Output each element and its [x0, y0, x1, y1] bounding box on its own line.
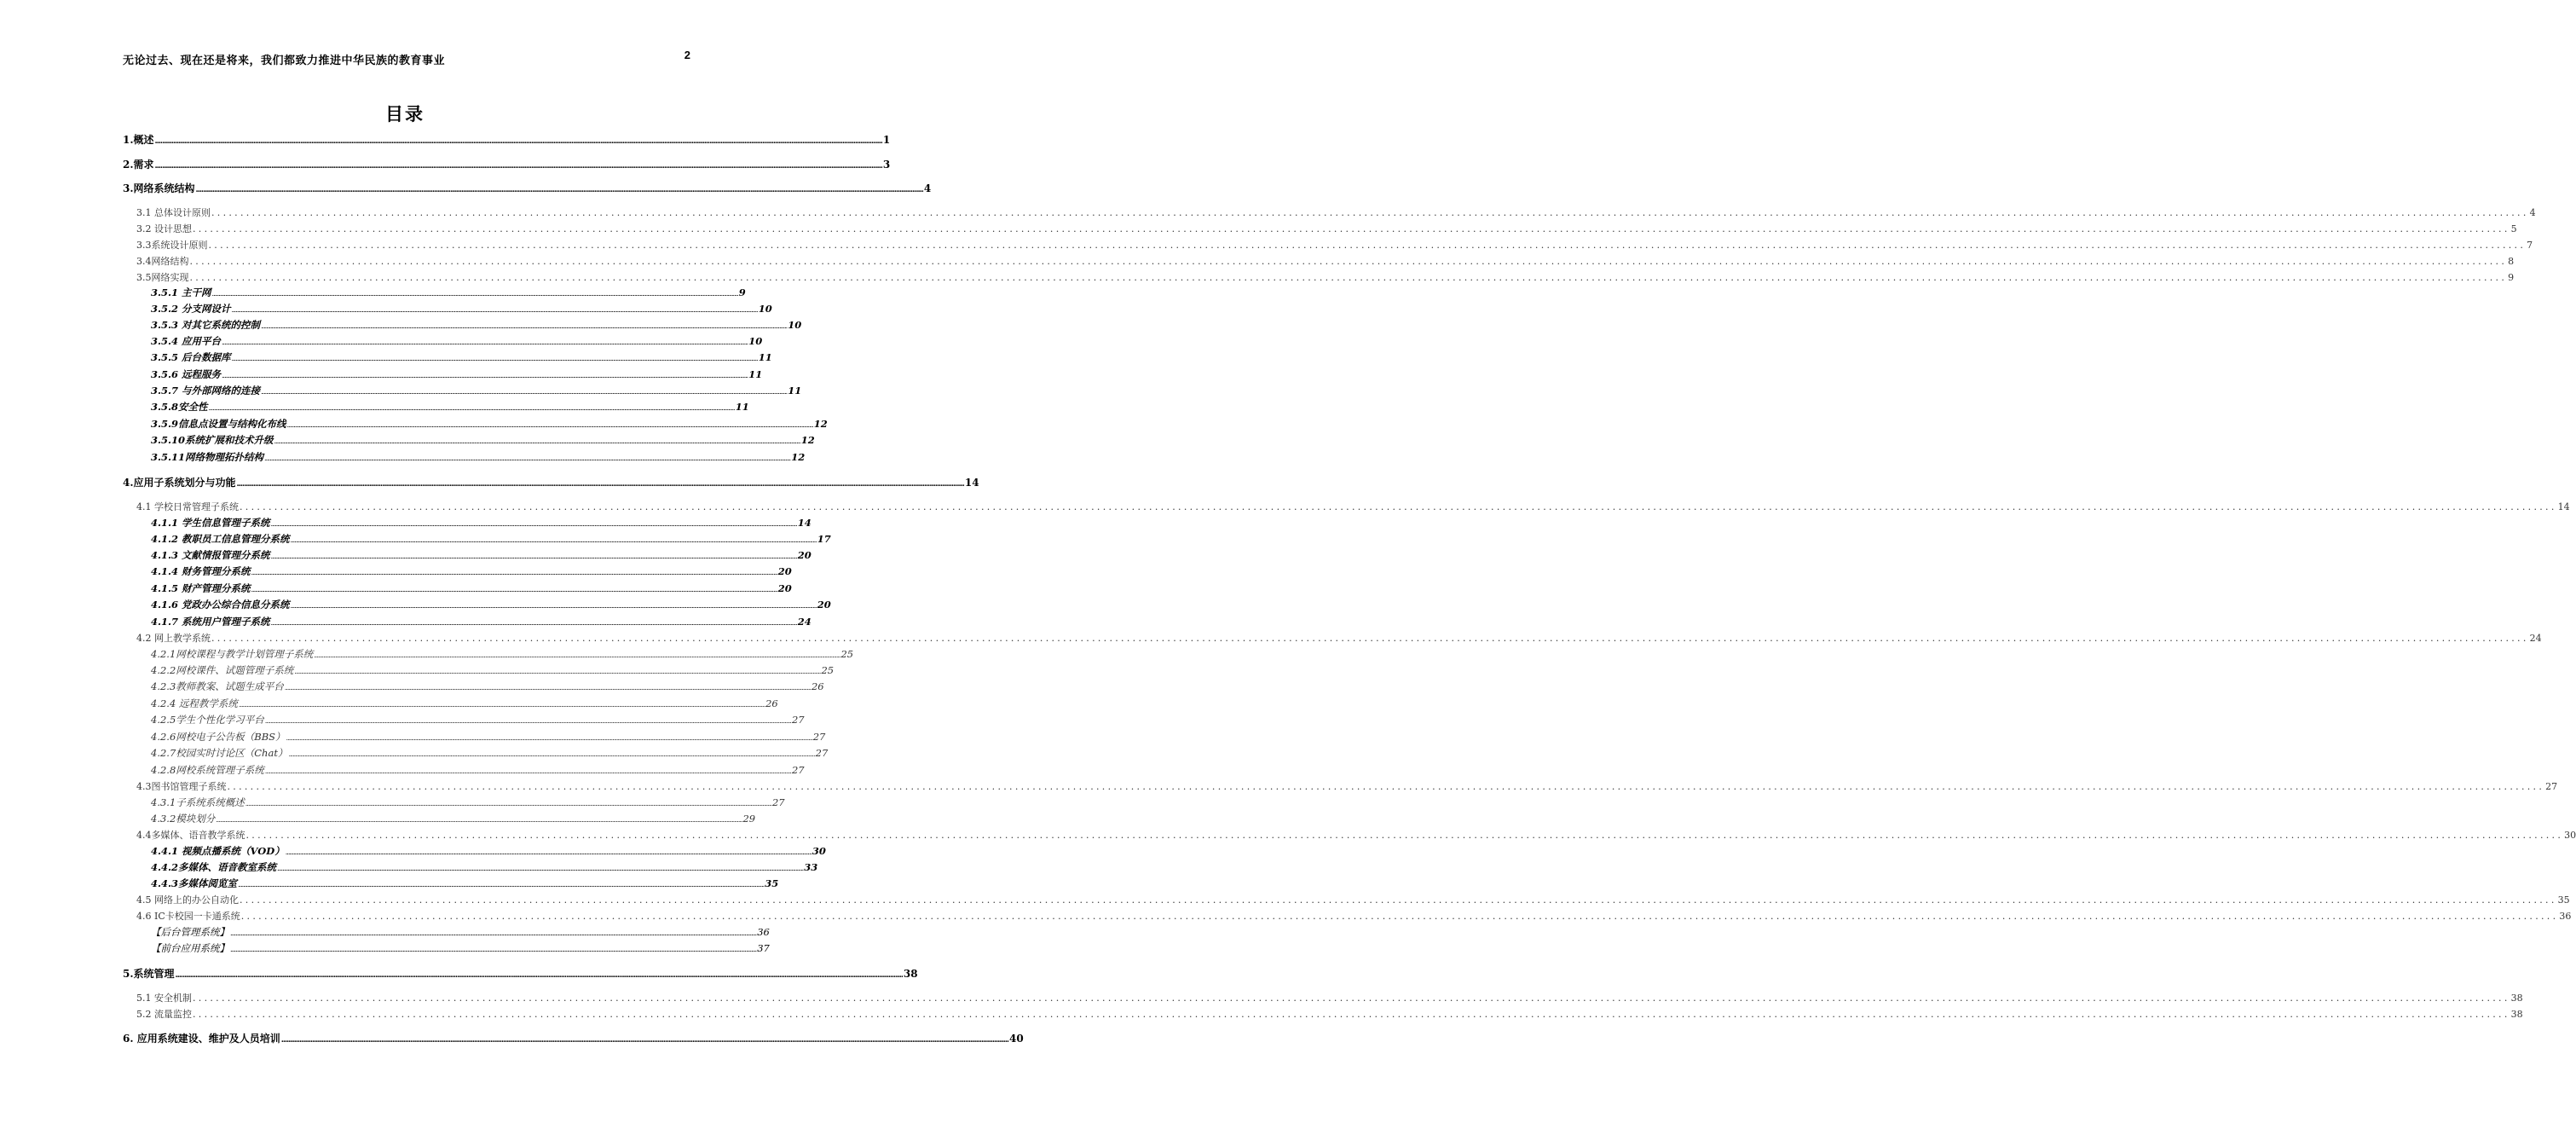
toc-entry-label: 3.网络系统结构 [123, 182, 195, 194]
toc-page-number: 11 [758, 351, 772, 363]
toc-leader-dots: ................................................................................................................................................................................................................................................................................................................................................................................................................ [211, 633, 2529, 644]
toc-page-number: 33 [804, 861, 818, 873]
toc-leader-dots: ................................................................................................................................................................................................................................................................................................................................................................................................................ [270, 619, 797, 627]
toc-entry[interactable] [136, 254, 2515, 268]
toc-leader-dots: ................................................................................................................................................................................................................................................................................................................................................................................................................ [270, 520, 797, 528]
toc-entry[interactable] [136, 238, 2533, 252]
toc-leader-dots: ................................................................................................................................................................................................................................................................................................................................................................................................................ [195, 186, 923, 194]
toc-entry[interactable] [151, 350, 772, 364]
toc-leader-dots: ................................................................................................................................................................................................................................................................................................................................................................................................................ [240, 894, 2557, 906]
toc-page-number: 7 [2527, 240, 2533, 251]
toc-title: 目录 [385, 104, 425, 124]
toc-entry-label: 4.2.7校园实时讨论区（Chat） [151, 747, 288, 759]
toc-entry[interactable] [136, 893, 2570, 906]
toc-entry[interactable] [136, 828, 2576, 842]
toc-page-number: 10 [758, 303, 772, 315]
toc-entry[interactable] [151, 877, 779, 890]
toc-entry[interactable] [123, 132, 891, 147]
toc-leader-dots: ................................................................................................................................................................................................................................................................................................................................................................................................................ [245, 800, 771, 807]
toc-leader-dots: ................................................................................................................................................................................................................................................................................................................................................................................................................ [251, 569, 777, 576]
toc-entry[interactable] [151, 941, 770, 955]
toc-leader-dots: ................................................................................................................................................................................................................................................................................................................................................................................................................ [230, 946, 757, 953]
toc-entry-label: 4.1.7 系统用户管理子系统 [151, 616, 270, 628]
toc-page-number: 24 [797, 616, 811, 628]
toc-page-number: 36 [2559, 911, 2572, 922]
toc-entry[interactable] [136, 991, 2523, 1004]
toc-leader-dots: ................................................................................................................................................................................................................................................................................................................................................................................................................ [264, 454, 791, 462]
toc-leader-dots: ................................................................................................................................................................................................................................................................................................................................................................................................................ [208, 240, 2527, 251]
toc-leader-dots: ................................................................................................................................................................................................................................................................................................................................................................................................................ [290, 602, 817, 610]
toc-entry[interactable] [151, 318, 802, 332]
toc-entry-label: 5.系统管理 [123, 968, 175, 980]
toc-entry[interactable] [136, 631, 2542, 645]
toc-page-number: 5 [2510, 223, 2517, 234]
toc-entry[interactable] [136, 909, 2572, 923]
toc-leader-dots: ................................................................................................................................................................................................................................................................................................................................................................................................................ [175, 971, 903, 980]
toc-entry-label: 3.5.4 应用平台 [151, 335, 222, 347]
toc-entry[interactable] [151, 697, 778, 710]
toc-leader-dots: ................................................................................................................................................................................................................................................................................................................................................................................................................ [280, 1036, 1009, 1045]
toc-leader-dots: ................................................................................................................................................................................................................................................................................................................................................................................................................ [231, 355, 758, 362]
toc-page-number: 17 [817, 533, 831, 545]
toc-page-number: 11 [735, 401, 749, 413]
toc-entry[interactable] [151, 812, 756, 825]
toc-entry-label: 4.2.4 远程教学系统 [151, 697, 238, 709]
toc-page-number: 14 [964, 477, 979, 489]
toc-entry-label: 3.5.1 主干网 [151, 286, 211, 298]
toc-entry-label: 4.2.1网校课程与教学计划管理子系统 [151, 648, 314, 660]
toc-leader-dots: ................................................................................................................................................................................................................................................................................................................................................................................................................ [189, 256, 2508, 267]
toc-page-number: 11 [748, 368, 763, 380]
toc-page-number: 36 [757, 926, 770, 938]
toc-page-number: 27 [2545, 781, 2558, 792]
toc-entry-label: 3.5.7 与外部网络的连接 [151, 385, 261, 396]
toc-entry[interactable] [123, 966, 918, 981]
toc-entry-label: 4.2.6网校电子公告板（BBS） [151, 731, 286, 743]
toc-page-number: 12 [800, 434, 815, 446]
toc-entry[interactable] [151, 532, 831, 546]
toc-entry-label: 4.1.2 教职员工信息管理分系统 [151, 533, 290, 545]
toc-page-number: 27 [815, 747, 829, 759]
toc-entry[interactable] [151, 844, 826, 858]
toc-entry-label: 5.1 安全机制 [136, 993, 192, 1004]
toc-entry[interactable] [151, 433, 815, 447]
toc-entry-label: 3.5.6 远程服务 [151, 368, 222, 380]
toc-entry[interactable] [151, 713, 805, 726]
toc-entry-label: 4.2 网上教学系统 [136, 633, 211, 644]
toc-leader-dots: ................................................................................................................................................................................................................................................................................................................................................................................................................ [251, 586, 777, 593]
toc-page-number: 11 [788, 385, 802, 396]
toc-leader-dots: ................................................................................................................................................................................................................................................................................................................................................................................................................ [238, 881, 765, 888]
toc-entry-label: 5.2 流量监控 [136, 1009, 192, 1020]
toc-leader-dots: ................................................................................................................................................................................................................................................................................................................................................................................................................ [286, 734, 812, 742]
toc-entry[interactable] [123, 181, 932, 195]
toc-entry-label: 6. 应用系统建设、维护及人员培训 [123, 1033, 280, 1045]
toc-entry-label: 4.4.2多媒体、语音教室系统 [151, 861, 277, 873]
toc-page-number: 20 [777, 582, 792, 594]
toc-entry-label: 4.1.1 学生信息管理子系统 [151, 517, 270, 529]
toc-entry[interactable] [151, 746, 829, 760]
toc-leader-dots: ................................................................................................................................................................................................................................................................................................................................................................................................................ [290, 536, 817, 544]
toc-page-number: 38 [903, 968, 918, 980]
toc-leader-dots: ................................................................................................................................................................................................................................................................................................................................................................................................................ [193, 223, 2510, 234]
toc-entry-label: 4.3.2模块划分 [151, 813, 216, 825]
toc-leader-dots: ................................................................................................................................................................................................................................................................................................................................................................................................................ [240, 911, 2559, 922]
toc-page-number: 30 [811, 845, 826, 857]
toc-entry-label: 3.5.10系统扩展和技术升级 [151, 434, 274, 446]
toc-entry[interactable] [151, 400, 749, 414]
toc-leader-dots: ................................................................................................................................................................................................................................................................................................................................................................................................................ [285, 848, 811, 856]
toc-leader-dots: ................................................................................................................................................................................................................................................................................................................................................................................................................ [245, 830, 2564, 841]
toc-entry-label: 3.5.9信息点设置与结构化布线 [151, 418, 286, 430]
toc-entry-label: 4.4.3多媒体阅览室 [151, 877, 238, 889]
toc-entry[interactable] [151, 334, 763, 348]
toc-leader-dots: ................................................................................................................................................................................................................................................................................................................................................................................................................ [286, 421, 813, 429]
toc-entry[interactable] [136, 1007, 2523, 1021]
toc-entry[interactable] [151, 450, 806, 464]
toc-page-number: 14 [2557, 501, 2570, 512]
toc-entry-label: 3.1 总体设计原则 [136, 207, 211, 218]
toc-page-number: 27 [791, 764, 805, 776]
toc-leader-dots: ................................................................................................................................................................................................................................................................................................................................................................................................................ [261, 388, 788, 396]
toc-page-number: 29 [742, 813, 756, 825]
toc-leader-dots: ................................................................................................................................................................................................................................................................................................................................................................................................................ [211, 207, 2529, 218]
toc-leader-dots: ................................................................................................................................................................................................................................................................................................................................................................................................................ [284, 684, 811, 692]
toc-page-number: 12 [791, 451, 806, 463]
toc-entry-label: 【后台管理系统】 [151, 926, 229, 938]
toc-page-number: 35 [765, 877, 779, 889]
toc-leader-dots: ................................................................................................................................................................................................................................................................................................................................................................................................................ [231, 306, 758, 314]
toc-page-number: 3 [882, 159, 891, 171]
toc-entry-label: 4.4多媒体、语音教学系统 [136, 830, 245, 841]
toc-entry-label: 4.应用子系统划分与功能 [123, 477, 236, 489]
toc-page-number: 1 [882, 134, 891, 146]
toc-entry-label: 3.4网络结构 [136, 256, 189, 267]
toc-page-number: 35 [2557, 894, 2570, 906]
toc-page-number: 37 [757, 942, 770, 954]
toc-page-number: 12 [813, 418, 828, 430]
toc-page-number: 27 [791, 714, 805, 726]
toc-entry[interactable] [136, 205, 2536, 219]
toc-entry-label: 3.5.8安全性 [151, 401, 208, 413]
toc-entry-label: 4.3图书馆管理子系统 [136, 781, 227, 792]
toc-leader-dots: ................................................................................................................................................................................................................................................................................................................................................................................................................ [211, 290, 738, 298]
toc-entry[interactable] [151, 615, 811, 628]
toc-entry-label: 4.3.1子系统系统概述 [151, 796, 245, 808]
toc-entry-label: 4.1 学校日常管理子系统 [136, 501, 239, 512]
toc-entry[interactable] [151, 516, 811, 530]
toc-entry-label: 4.6 IC卡校园一卡通系统 [136, 911, 240, 922]
toc-leader-dots: ................................................................................................................................................................................................................................................................................................................................................................................................................ [236, 480, 964, 489]
toc-page-number: 10 [788, 319, 802, 331]
toc-page-number: 27 [771, 796, 785, 808]
toc-page-number: 20 [817, 599, 831, 611]
toc-page-number: 30 [2564, 830, 2576, 841]
toc-leader-dots: ................................................................................................................................................................................................................................................................................................................................................................................................................ [261, 322, 788, 330]
toc-entry[interactable] [136, 779, 2558, 793]
toc-page-number: 26 [811, 680, 824, 692]
toc-entry-label: 3.5.5 后台数据库 [151, 351, 231, 363]
toc-entry[interactable] [151, 680, 824, 693]
toc-entry-label: 3.2 设计思想 [136, 223, 192, 234]
toc-entry-label: 1.概述 [123, 134, 154, 146]
toc-entry[interactable] [151, 730, 826, 744]
toc-entry[interactable] [151, 548, 811, 562]
toc-entry-label: 4.5 网络上的办公自动化 [136, 894, 239, 906]
toc-entry[interactable] [151, 860, 818, 874]
toc-entry[interactable] [136, 500, 2570, 513]
toc-entry[interactable] [151, 796, 785, 809]
toc-page-number: 9 [2508, 272, 2515, 283]
toc-leader-dots: ................................................................................................................................................................................................................................................................................................................................................................................................................ [288, 750, 815, 758]
toc-entry-label: 4.1.4 财务管理分系统 [151, 565, 251, 577]
toc-entry-label: 2.需求 [123, 159, 154, 171]
toc-entry-label: 3.5网络实现 [136, 272, 189, 283]
toc-leader-dots: ................................................................................................................................................................................................................................................................................................................................................................................................................ [294, 668, 821, 675]
toc-entry-label: 4.1.5 财产管理分系统 [151, 582, 251, 594]
page-number: 2 [684, 49, 690, 61]
toc-entry-label: 3.3系统设计原则 [136, 240, 208, 251]
toc-leader-dots: ................................................................................................................................................................................................................................................................................................................................................................................................................ [238, 701, 765, 709]
toc-leader-dots: ................................................................................................................................................................................................................................................................................................................................................................................................................ [154, 162, 882, 171]
toc-entry-label: 4.2.2网校课件、试题管理子系统 [151, 664, 294, 676]
toc-leader-dots: ................................................................................................................................................................................................................................................................................................................................................................................................................ [208, 404, 735, 412]
toc-entry[interactable] [151, 582, 792, 595]
toc-leader-dots: ................................................................................................................................................................................................................................................................................................................................................................................................................ [193, 1009, 2510, 1020]
toc-entry-label: 4.2.3教师教案、试题生成平台 [151, 680, 284, 692]
toc-entry[interactable] [123, 157, 891, 171]
toc-page-number: 26 [765, 697, 778, 709]
toc-leader-dots: ................................................................................................................................................................................................................................................................................................................................................................................................................ [222, 339, 748, 346]
header-motto: 无论过去、现在还是将来，我们都致力推进中华民族的教育事业 [123, 55, 446, 67]
toc-entry[interactable] [151, 286, 746, 299]
toc-entry[interactable] [123, 475, 979, 489]
toc-entry-label: 【前台应用系统】 [151, 942, 229, 954]
toc-leader-dots: ................................................................................................................................................................................................................................................................................................................................................................................................................ [222, 372, 748, 379]
toc-leader-dots: ................................................................................................................................................................................................................................................................................................................................................................................................................ [264, 717, 791, 725]
toc-page-number: 20 [797, 549, 811, 561]
toc-entry[interactable] [151, 417, 828, 431]
toc-entry[interactable] [136, 222, 2517, 235]
toc-leader-dots: ................................................................................................................................................................................................................................................................................................................................................................................................................ [216, 816, 742, 824]
toc-page-number: 27 [812, 731, 826, 743]
toc-entry[interactable] [136, 270, 2515, 284]
toc-leader-dots: ................................................................................................................................................................................................................................................................................................................................................................................................................ [240, 501, 2557, 512]
toc-page-number: 24 [2529, 633, 2542, 644]
toc-page-number: 4 [923, 182, 932, 194]
toc-entry[interactable] [151, 598, 831, 611]
toc-entry-label: 4.1.3 文献情报管理分系统 [151, 549, 270, 561]
toc-entry[interactable] [151, 647, 854, 661]
toc-leader-dots: ................................................................................................................................................................................................................................................................................................................................................................................................................ [193, 993, 2510, 1004]
toc-page-number: 9 [738, 286, 746, 298]
toc-leader-dots: ................................................................................................................................................................................................................................................................................................................................................................................................................ [189, 272, 2508, 283]
toc-entry-label: 3.5.11网络物理拓扑结构 [151, 451, 264, 463]
toc-entry[interactable] [151, 663, 835, 677]
toc-entry-label: 4.4.1 视频点播系统（VOD） [151, 845, 285, 857]
toc-page-number: 4 [2529, 207, 2536, 218]
toc-leader-dots: ................................................................................................................................................................................................................................................................................................................................................................................................................ [277, 865, 804, 872]
toc-page-number: 38 [2510, 1009, 2523, 1020]
toc-entry[interactable] [151, 302, 772, 315]
toc-leader-dots: ................................................................................................................................................................................................................................................................................................................................................................................................................ [274, 437, 800, 445]
toc-entry[interactable] [151, 925, 770, 939]
toc-entry[interactable] [151, 763, 805, 777]
toc-entry-label: 3.5.3 对其它系统的控制 [151, 319, 261, 331]
toc-page-number: 8 [2508, 256, 2515, 267]
toc-page-number: 20 [777, 565, 792, 577]
toc-page-number: 25 [840, 648, 854, 660]
toc-leader-dots: ................................................................................................................................................................................................................................................................................................................................................................................................................ [270, 553, 797, 560]
toc-page-number: 10 [748, 335, 763, 347]
toc-page-number: 40 [1009, 1033, 1024, 1045]
toc-page-number: 25 [821, 664, 835, 676]
toc-page-number: 38 [2510, 993, 2523, 1004]
toc-leader-dots: ................................................................................................................................................................................................................................................................................................................................................................................................................ [230, 929, 757, 937]
toc-leader-dots: ................................................................................................................................................................................................................................................................................................................................................................................................................ [314, 651, 840, 659]
toc-leader-dots: ................................................................................................................................................................................................................................................................................................................................................................................................................ [227, 781, 2545, 792]
toc-entry-label: 4.1.6 党政办公综合信息分系统 [151, 599, 290, 611]
toc-entry-label: 4.2.8网校系统管理子系统 [151, 764, 264, 776]
toc-page-number: 14 [797, 517, 811, 529]
toc-leader-dots: ................................................................................................................................................................................................................................................................................................................................................................................................................ [264, 767, 791, 775]
page-header [123, 51, 690, 70]
toc-entry-label: 3.5.2 分支网设计 [151, 303, 231, 315]
toc-leader-dots: ................................................................................................................................................................................................................................................................................................................................................................................................................ [154, 137, 882, 146]
toc-entry[interactable] [123, 1031, 1024, 1045]
toc-entry-label: 4.2.5学生个性化学习平台 [151, 714, 264, 726]
toc-entry[interactable] [151, 368, 763, 381]
toc-entry[interactable] [151, 564, 792, 578]
toc-entry[interactable] [151, 384, 802, 397]
